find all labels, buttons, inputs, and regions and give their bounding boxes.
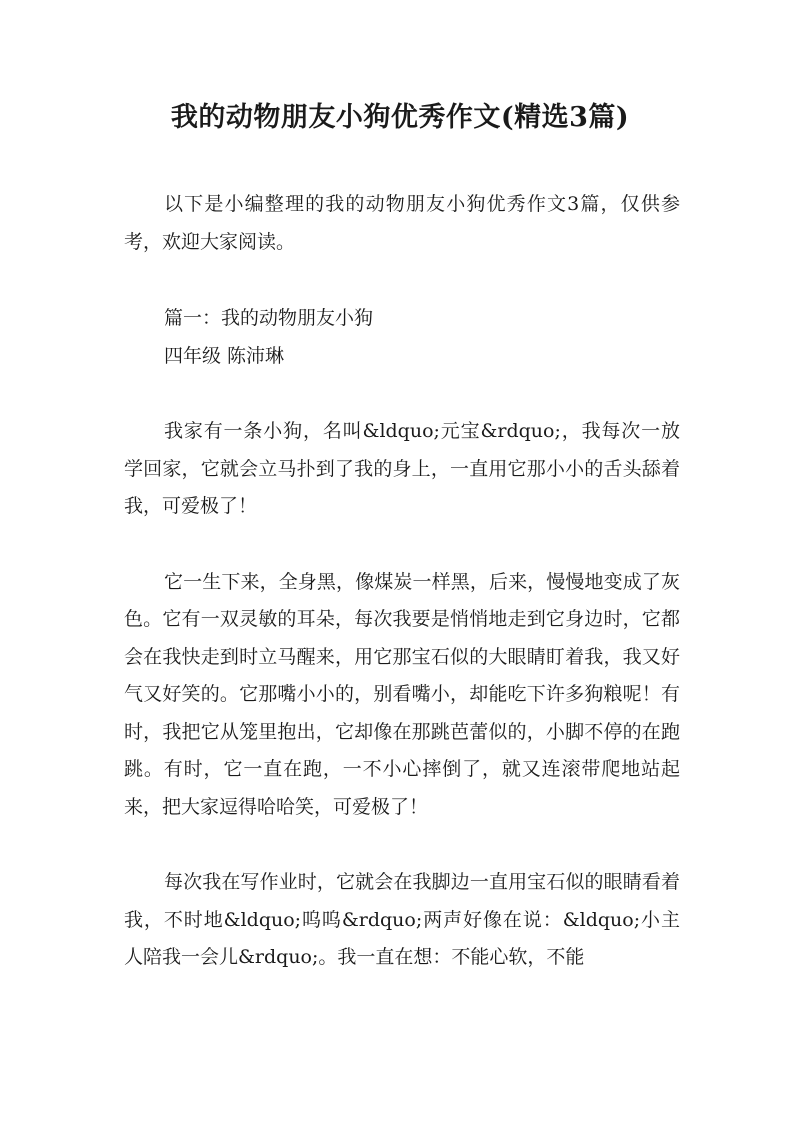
paragraph-1: 我家有一条小狗，名叫&ldquo;元宝&rdquo;，我每次一放学回家，它就会立马扑到了我的身上，一直用它那小小的舌头舔着我，可爱极了！	[124, 420, 680, 517]
intro-paragraph: 以下是小编整理的我的动物朋友小狗优秀作文3篇，仅供参考，欢迎大家阅读。	[124, 193, 680, 253]
section-heading: 篇一：我的动物朋友小狗	[164, 307, 374, 329]
paragraph-2: 它一生下来，全身黑，像煤炭一样黑，后来，慢慢地变成了灰色。它有一双灵敏的耳朵，每次我要是悄悄地走到它身边时，它都会在我快走到时立马醒来，用它那宝石似的大眼睛盯着我，我又好气又好笑的。它那嘴小小的，别看嘴小，却能吃下许多狗粮呢！有时，我把它从笼里抱出，它却像在那跳芭蕾似的，小脚不停的在跑跳。有时，它一直在跑，一不小心摔倒了，就又连滚带爬地站起来，把大家逗得哈哈笑，可爱极了！	[124, 570, 680, 818]
author-line: 四年级 陈沛琳	[164, 344, 285, 367]
paragraph-3: 每次我在写作业时，它就会在我脚边一直用宝石似的眼睛看着我，不时地&ldquo;呜呜&rdquo;两声好像在说：&ldquo;小主人陪我一会儿&rdquo;。我一直在想：不能心软，不能	[124, 871, 680, 968]
document-body	[124, 186, 680, 977]
document-title: 我的动物朋友小狗优秀作文(精选3篇)	[170, 102, 630, 133]
